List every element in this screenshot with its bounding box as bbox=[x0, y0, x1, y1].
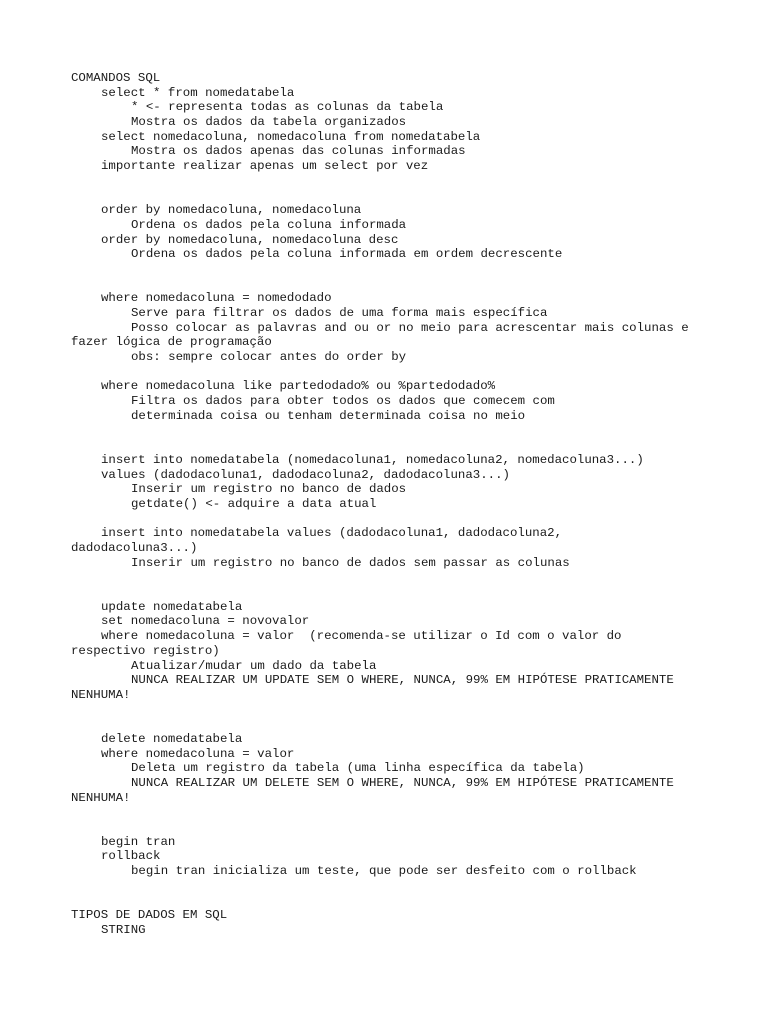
blank-line bbox=[71, 277, 711, 292]
blank-line bbox=[71, 585, 711, 600]
document-line: Mostra os dados apenas das colunas informadas bbox=[131, 144, 466, 159]
section-heading: TIPOS DE DADOS EM SQL bbox=[71, 908, 228, 923]
document-line: NENHUMA! bbox=[71, 790, 131, 805]
document-line: getdate() <- adquire a data atual bbox=[131, 496, 377, 511]
document-line: * <- representa todas as colunas da tabela bbox=[131, 100, 444, 115]
blank-line bbox=[71, 570, 711, 585]
document-line: begin tran inicializa um teste, que pode ser desfeito com o rollback bbox=[131, 864, 637, 879]
blank-line bbox=[71, 703, 711, 718]
document-line: Inserir um registro no banco de dados sem passar as colunas bbox=[131, 555, 570, 570]
blank-line bbox=[71, 424, 711, 439]
document-line: NUNCA REALIZAR UM UPDATE SEM O WHERE, NUNCA, 99% EM HIPÓTESE PRATICAMENTE bbox=[131, 673, 674, 688]
document-line: Atualizar/mudar um dado da tabela bbox=[131, 658, 377, 673]
blank-line bbox=[71, 438, 711, 453]
document-line: Ordena os dados pela coluna informada em ordem decrescente bbox=[131, 247, 563, 262]
document-line: determinada coisa ou tenham determinada coisa no meio bbox=[131, 408, 526, 423]
document-line: select nomedacoluna, nomedacoluna from nomedatabela bbox=[101, 129, 481, 144]
document-line: Filtra os dados para obter todos os dados que comecem com bbox=[131, 394, 555, 409]
document-line: dadodacoluna3...) bbox=[71, 541, 198, 555]
blank-line bbox=[71, 894, 711, 909]
document-line: Inserir um registro no banco de dados bbox=[131, 482, 407, 497]
document-line: importante realizar apenas um select por vez bbox=[101, 159, 429, 174]
document-line: set nomedacoluna = novovalor bbox=[101, 614, 310, 629]
document-line: NENHUMA! bbox=[71, 687, 131, 702]
blank-line bbox=[71, 365, 711, 380]
blank-line bbox=[71, 879, 711, 894]
document-line: where nomedacoluna = valor bbox=[101, 746, 295, 761]
document-line: where nomedacoluna like partedodado% ou %partedodado% bbox=[101, 379, 496, 394]
document-line: select * from nomedatabela bbox=[101, 85, 295, 100]
blank-line bbox=[71, 189, 711, 204]
document-line: rollback bbox=[101, 849, 161, 864]
blank-line bbox=[71, 820, 711, 835]
document-line: Serve para filtrar os dados de uma forma mais específica bbox=[131, 306, 548, 320]
document-line: insert into nomedatabela values (dadodacoluna1, dadodacoluna2, bbox=[101, 526, 563, 541]
document-line: values (dadodacoluna1, dadodacoluna2, dadodacoluna3...) bbox=[101, 467, 510, 482]
document-line: fazer lógica de programação bbox=[71, 335, 272, 350]
document-body bbox=[71, 71, 711, 938]
document-line: STRING bbox=[101, 922, 146, 937]
document-line: order by nomedacoluna, nomedacoluna desc bbox=[101, 232, 399, 247]
document-line: order by nomedacoluna, nomedacoluna bbox=[101, 203, 362, 218]
section-heading: COMANDOS SQL bbox=[71, 71, 161, 85]
blank-line bbox=[71, 512, 711, 527]
blank-line bbox=[71, 262, 711, 277]
blank-line bbox=[71, 717, 711, 732]
document-line: respectivo registro) bbox=[71, 643, 220, 658]
document-line: obs: sempre colocar antes do order by bbox=[131, 350, 407, 365]
document-line: Mostra os dados da tabela organizados bbox=[131, 115, 407, 130]
document-line: where nomedacoluna = valor (recomenda-se utilizar o Id com o valor do bbox=[101, 629, 622, 644]
document-line: NUNCA REALIZAR UM DELETE SEM O WHERE, NUNCA, 99% EM HIPÓTESE PRATICAMENTE bbox=[131, 776, 674, 790]
document-line: insert into nomedatabela (nomedacoluna1, nomedacoluna2, nomedacoluna3...) bbox=[101, 452, 644, 467]
blank-line bbox=[71, 805, 711, 820]
document-line: begin tran bbox=[101, 834, 176, 849]
document-line: Posso colocar as palavras and ou or no meio para acrescentar mais colunas e bbox=[131, 320, 689, 335]
document-line: delete nomedatabela bbox=[101, 731, 243, 746]
document-line: Deleta um registro da tabela (uma linha específica da tabela) bbox=[131, 761, 585, 776]
document-line: update nomedatabela bbox=[101, 599, 243, 614]
document-line: Ordena os dados pela coluna informada bbox=[131, 217, 407, 232]
document-line: where nomedacoluna = nomedodado bbox=[101, 291, 332, 306]
blank-line bbox=[71, 174, 711, 189]
